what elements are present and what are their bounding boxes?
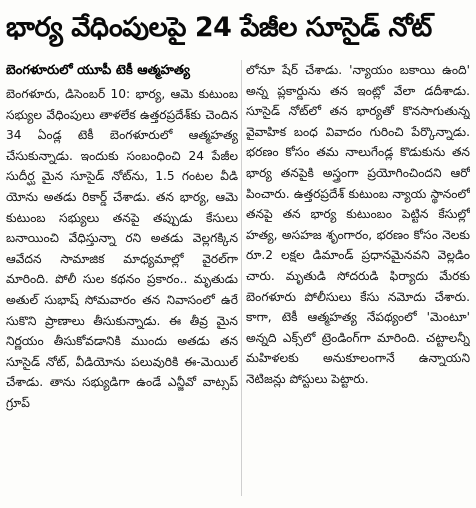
article-body-left: బెంగళూరు, డిసెంబర్ 10: భార్య, ఆమె కుటుంబ సభ్యుల వేధింపులు తాళలేక ఉత్తరప్రదేశ్‌కు చెందిన 34 ఏండ్ల టెకీ బెంగళూరులో ఆత్మహత్య చేసుకున్నాడు. ఇందుకు సంబంధించి 24 పేజీల సుదీర్ఘ మైన సూసైడ్ నోట్‌ను, 1.5 గంటల వీడి యోను అతడు రికార్డ్ చేశాడు. తన భార్య, ఆమె కుటుంబ సభ్యులు తనపై తప్పుడు కేసులు బనాయించి వేధిస్తున్నా రని అతడు వెల్లగక్కిన ఆవేదన సామాజిక మాధ్యమాల్లో వైరల్‌గా మారింది. పోలీ సుల కథనం ప్రకారం.. మృతుడు అతుల్ సుభాష్ సోమవారం తన నివాసంలో ఉరే సుకొని ప్రాణాలు తీసుకున్నాడు. ఈ తీవ్ర మైన నిర్ణయం తీసుకోవడానికి ముందు అతడు తన సూసైడ్ నోట్, వీడియోను పలువురికి ఈ-మెయిల్ చేశాడు. తాను సభ్యుడిగా ఉండే ఎన్జీవో వాట్సప్ గ్రూప్	[6, 87, 238, 410]
subheadline: బెంగళూరులో యూపీ టెకీ ఆత్మహత్య	[6, 63, 190, 78]
headline: భార్య వేధింపులపై 24 పేజీల సూసైడ్ నోట్	[6, 12, 432, 43]
article-column-right	[246, 60, 470, 500]
article-column-left	[6, 60, 238, 500]
article-body-right: లోనూ షేర్ చేశాడు. 'న్యాయం బకాయి ఉంది' అన్న ప్లకార్డును తన ఇంట్లో వేలా డదీశాడు. సూసైడ్ నోట్‌లో తన భార్యతో కొనసాగుతున్న వైవాహిక బంధ వివాదం గురించి పేర్కొన్నాడు. భరణం కోసం తమ నాలుగేండ్ల కొడుకును తన భార్య తనపైకి అస్త్రంగా ప్రయోగించిందని ఆరో పించారు. ఉత్తరప్రదేశ్ కుటుంబ న్యాయ స్థానంలో తనపై తన భార్య కుటుంబం పెట్టిన కేసుల్లో హత్య, అసహజ శృంగారం, భరణం కోసం నెలకు రూ.2 లక్షల డిమాండ్ ప్రధానమైనవని వెల్లడిం చారు. మృతుడి సోదరుడి ఫిర్యాదు మేరకు బెంగళూరు పోలీసులు కేసు నమోదు చేశారు. కాగా, టెకీ ఆత్మహత్య నేపథ్యంలో 'మెంటూ' అన్నది ఎక్స్‌లో ట్రెండింగ్‌గా మారింది. చట్టాలన్నీ మహిళలకు అనుకూలంగానే ఉన్నాయని నెటిజన్లు పోస్టులు పెట్టారు.	[246, 63, 470, 386]
column-divider	[241, 60, 242, 496]
